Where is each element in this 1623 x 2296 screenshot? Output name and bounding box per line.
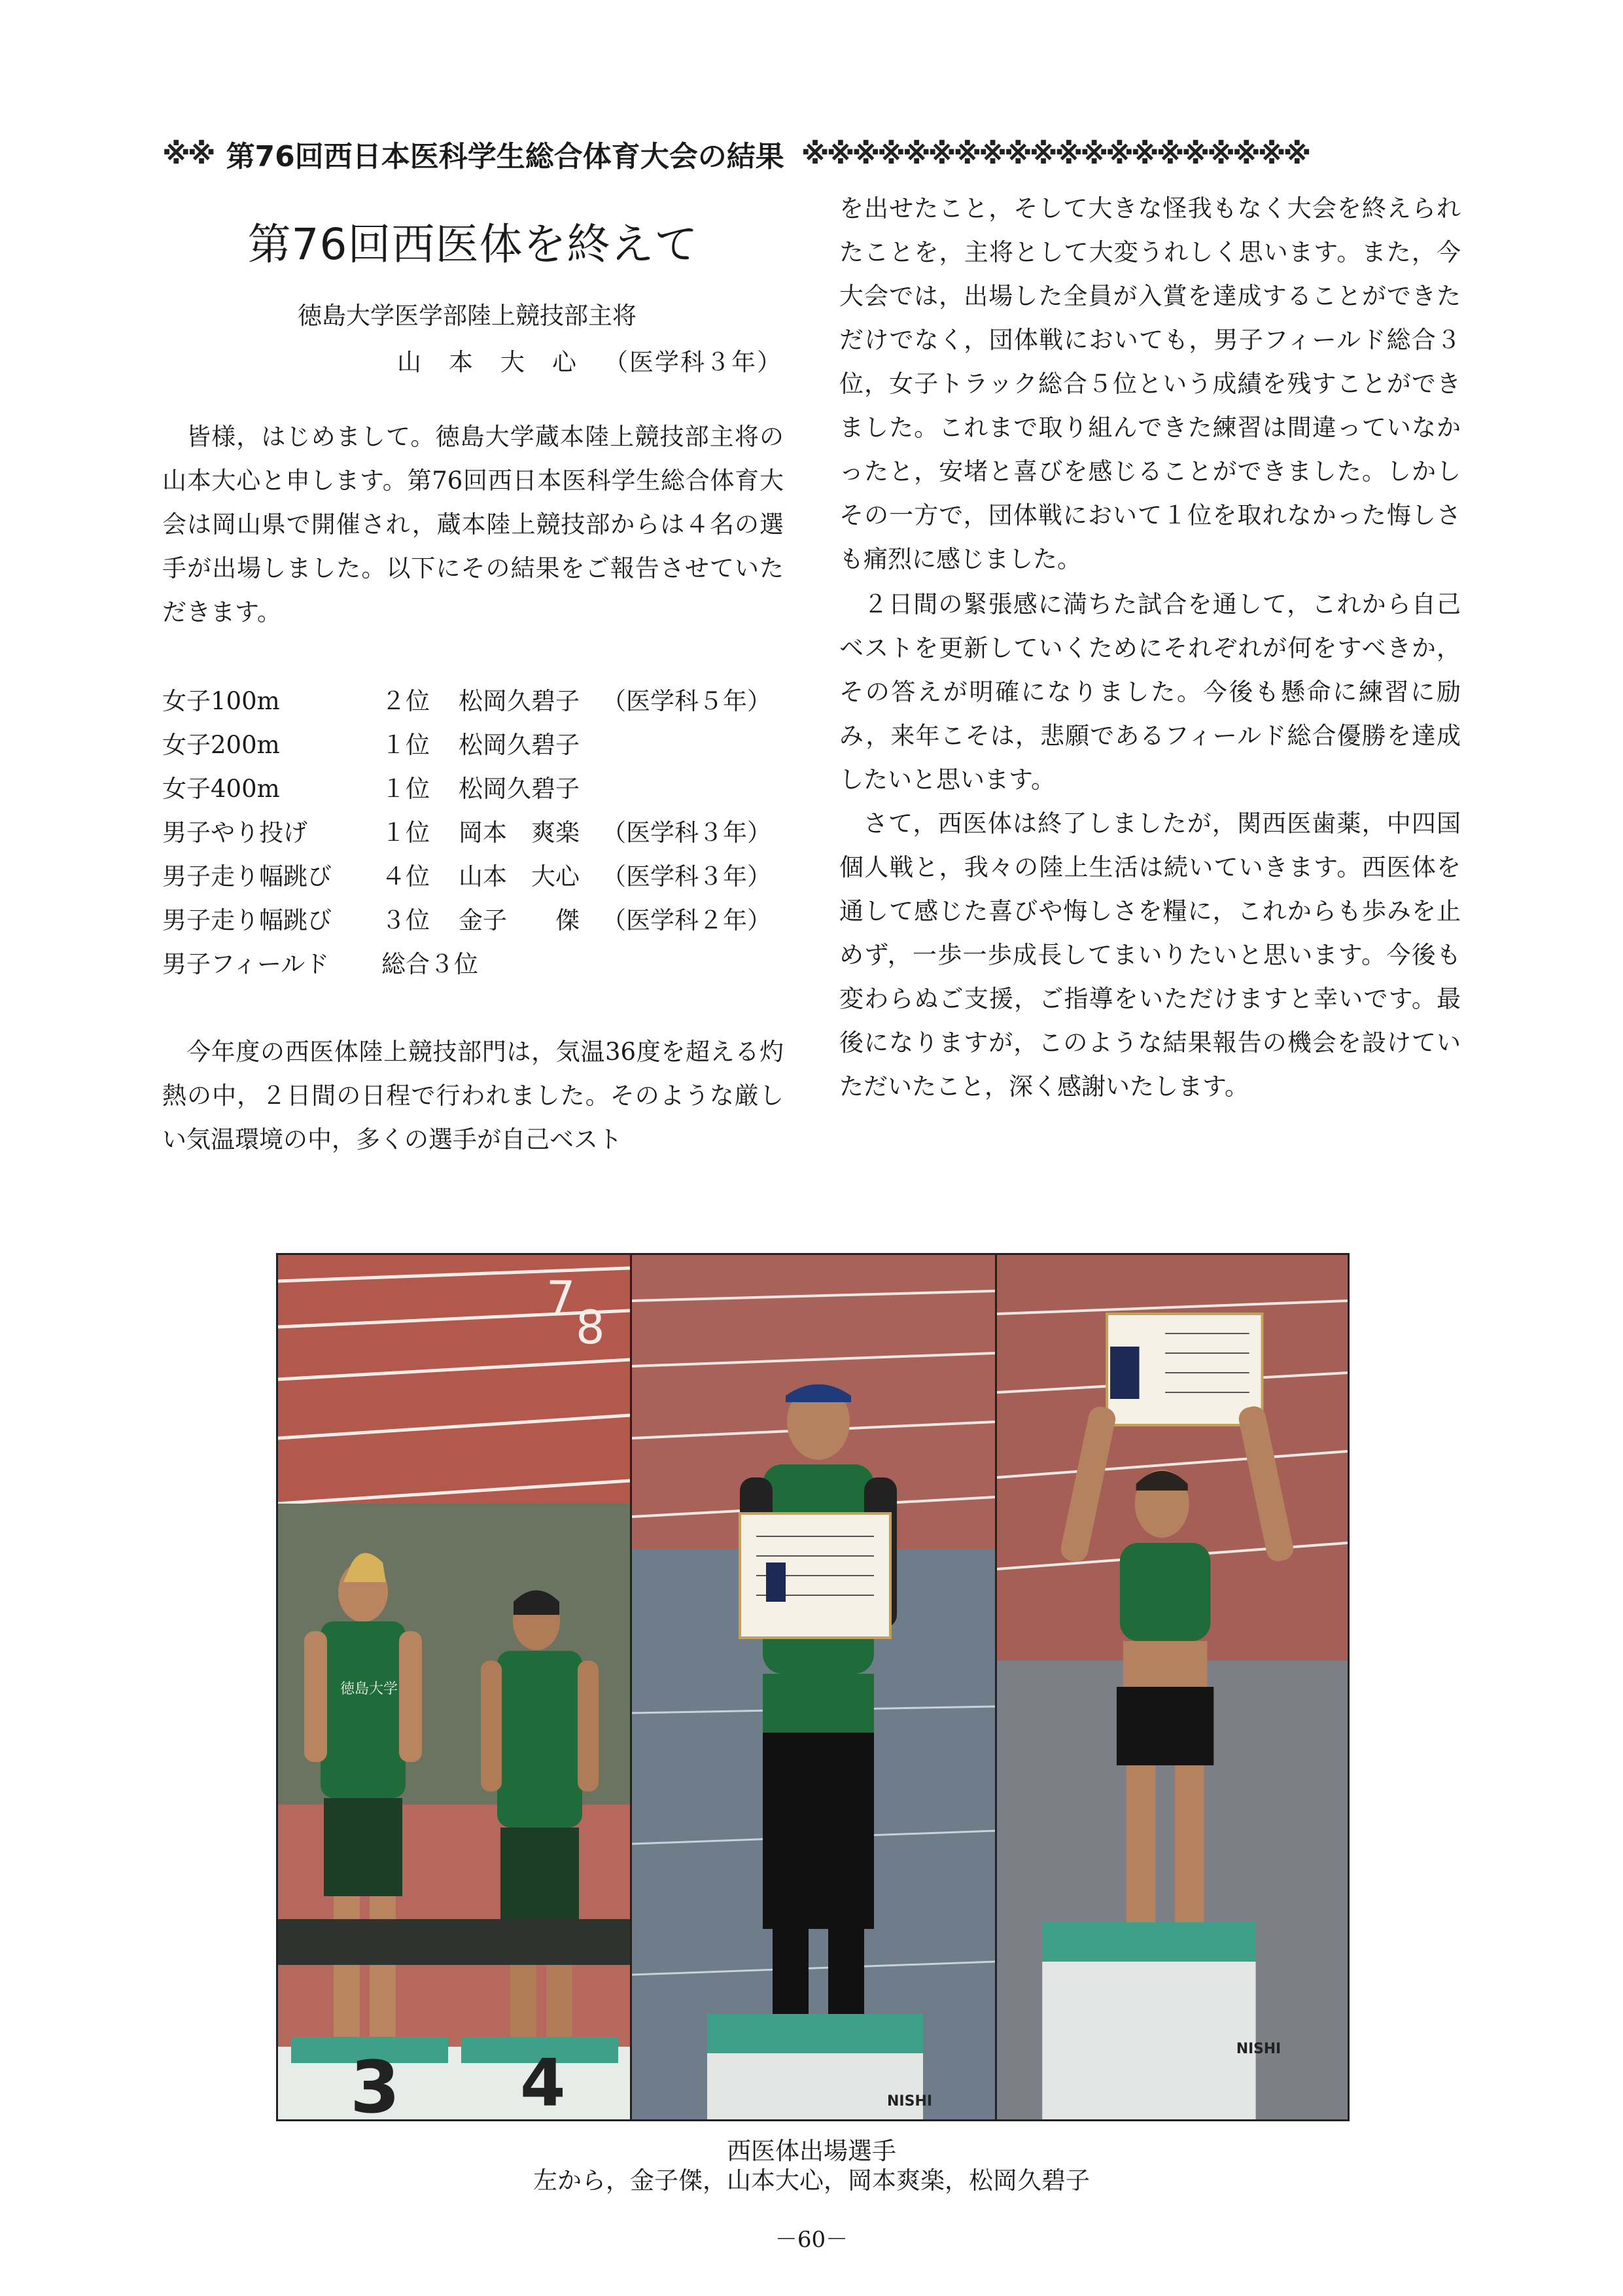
- result-name: 松岡久碧子: [459, 731, 580, 759]
- podium-photo-right: [997, 1255, 1348, 2119]
- author-dept: （医学科３年）: [604, 348, 782, 376]
- section-header: [162, 134, 1461, 173]
- photo-panel-podium-3-4: [278, 1255, 632, 2119]
- result-name: 松岡久碧子: [459, 775, 580, 803]
- result-rank: １位: [381, 819, 430, 847]
- result-year: （医学科２年）: [602, 906, 771, 934]
- result-name: 山本 大心: [459, 862, 580, 891]
- paragraph-intro: 皆様，はじめまして。徳島大学蔵本陸上競技部主将の山本大心と申します。第76回西日本医科学生総合体育大会は岡山県で開催され，蔵本陸上競技部からは４名の選手が出場しました。以下にその結果をご報告させていただきます。: [162, 423, 784, 626]
- podium-number-4: 4: [520, 2045, 566, 2119]
- result-row: [162, 811, 790, 855]
- result-event: 女子100m: [162, 687, 280, 715]
- photo-caption-title: 西医体出場選手: [727, 2137, 896, 2165]
- result-event: 男子走り幅跳び: [162, 906, 332, 934]
- results-list: [162, 679, 790, 986]
- result-rank: ４位: [381, 862, 430, 891]
- result-rank: １位: [381, 775, 430, 803]
- result-row: [162, 898, 790, 942]
- jersey-text: 徳島大学: [340, 1681, 398, 1697]
- header-marks-right: ※※※※※※※※※※※※※※※※※※※※: [801, 137, 1309, 171]
- result-row: [162, 723, 790, 767]
- svg-text:7: 7: [546, 1271, 576, 1325]
- result-rank: ２位: [381, 687, 430, 715]
- result-row: [162, 767, 790, 811]
- result-year: （医学科５年）: [602, 687, 771, 715]
- result-event: 男子フィールド: [162, 950, 330, 978]
- photo-panel-400m-winner: [997, 1255, 1348, 2119]
- result-name: 金子 傑: [459, 906, 580, 934]
- result-row: [162, 855, 790, 898]
- author-line: [397, 342, 782, 378]
- podium-brand: NISHI: [887, 2093, 933, 2110]
- result-rank: 総合３位: [381, 950, 478, 978]
- result-name: 松岡久碧子: [459, 687, 580, 715]
- result-year: （医学科３年）: [602, 862, 771, 891]
- result-rank: ３位: [381, 906, 430, 934]
- page-number: －60－: [775, 2227, 848, 2253]
- author-affiliation: 徳島大学医学部陸上競技部主将: [298, 302, 637, 330]
- podium-photo-left: [278, 1255, 630, 2119]
- result-event: 女子200m: [162, 731, 280, 759]
- header-marks-left: ※※: [162, 137, 213, 171]
- paragraph-closing: さて，西医体は終了しましたが，関西医歯薬，中四国個人戦と，我々の陸上生活は続いていきます。西医体を通して感じた喜びや悔しさを糧に，これからも歩みを止めず，一歩一歩成長してまいりたいと思います。今後も変わらぬご支援，ご指導をいただけますと幸いです。最後になりますが，このような結果報告の機会を設けていただいたこと，深く感謝いたします。: [839, 809, 1461, 1101]
- result-name: 岡本 爽楽: [459, 819, 580, 847]
- result-row: [162, 942, 790, 986]
- article-title: 第76回西医体を終えて: [247, 219, 699, 270]
- author-name: 山本大心: [397, 348, 604, 376]
- paragraph-competition: 今年度の西医体陸上競技部門は，気温36度を超える灼熱の中，２日間の日程で行われました。そのような厳しい気温環境の中，多くの選手が自己ベスト: [162, 1038, 784, 1154]
- team-photo: [276, 1253, 1350, 2121]
- paragraph-reflection: ２日間の緊張感に満ちた試合を通して，これから自己ベストを更新していくためにそれぞれが何をすべきか，その答えが明確になりました。今後も懸命に練習に励み，来年こそは，悲願であるフィールド総合優勝を達成したいと思います。: [839, 590, 1461, 794]
- header-title: 第76回西日本医科学生総合体育大会の結果: [226, 140, 784, 173]
- paragraph-results-summary: を出せたこと，そして大きな怪我もなく大会を終えられたことを，主将として大変うれしく思います。また，今大会では，出場した全員が入賞を達成することができただけでなく，団体戦においても，男子フィールド総合３位，女子トラック総合５位という成績を残すことができました。これまで取り組んできた練習は間違っていなかったと，安堵と喜びを感じることができました。しかしその一方で，団体戦において１位を取れなかった悔しさも痛烈に感じました。: [839, 194, 1461, 573]
- photo-panel-javelin-winner: [632, 1255, 997, 2119]
- result-event: 男子やり投げ: [162, 819, 307, 847]
- result-event: 女子400m: [162, 775, 280, 803]
- svg-text:8: 8: [576, 1301, 605, 1354]
- result-event: 男子走り幅跳び: [162, 862, 332, 891]
- podium-photo-center: [632, 1255, 995, 2119]
- podium-brand: NISHI: [1236, 2040, 1282, 2058]
- photo-caption-names: 左から，金子傑，山本大心，岡本爽楽，松岡久碧子: [533, 2166, 1090, 2195]
- result-year: （医学科３年）: [602, 819, 771, 847]
- podium-number-3: 3: [350, 2045, 400, 2119]
- result-rank: １位: [381, 731, 430, 759]
- result-row: [162, 679, 790, 723]
